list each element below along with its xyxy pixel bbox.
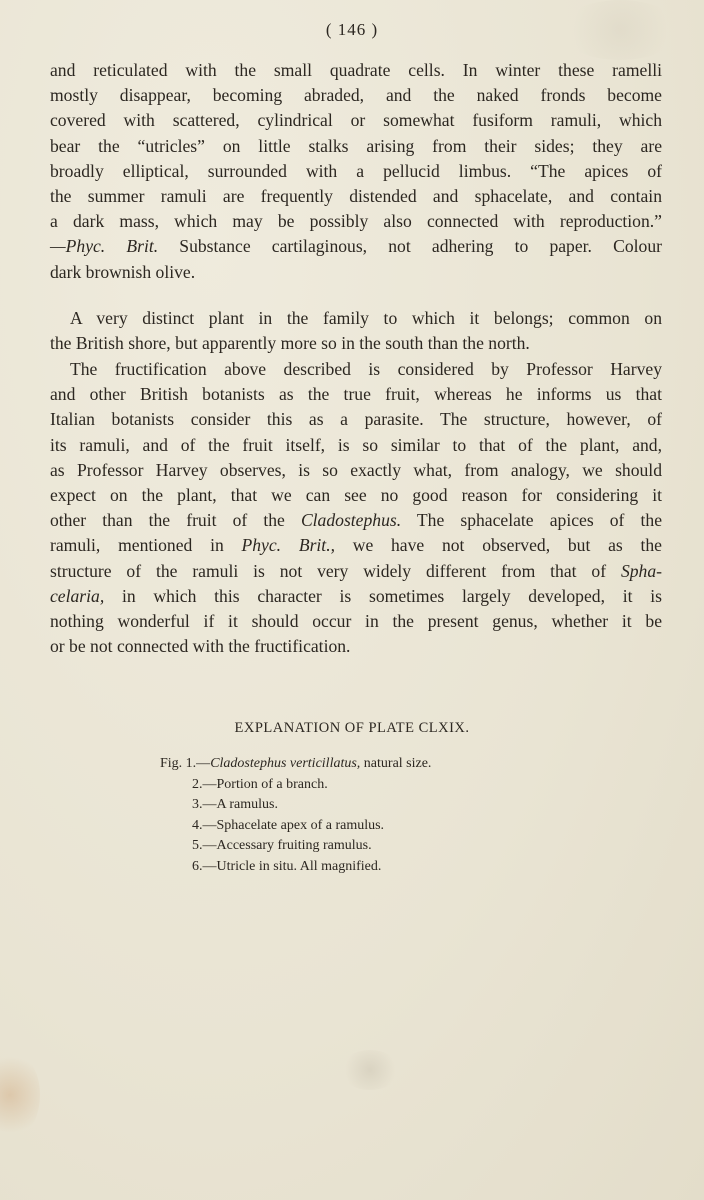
text-line: covered with scattered, cylindrical or somewhat fusiform ramuli, which	[50, 110, 662, 131]
species-italic: Cladostephus verticillatus,	[210, 756, 361, 771]
figure-prefix: 3.—	[192, 797, 217, 812]
figure-text: natural size.	[360, 756, 432, 771]
figure-prefix: Fig. 1.—	[160, 756, 211, 771]
figure-text: Sphacelate apex of a ramulus.	[216, 817, 385, 833]
text-run: The sphacelate apices of the	[401, 510, 663, 531]
figure-prefix: 5.—	[192, 838, 217, 853]
genus-italic: Spha-	[620, 560, 662, 581]
text-line: the summer ramuli are frequently distended and sphacelate, and contain	[50, 186, 662, 207]
figure-text: A ramulus.	[216, 797, 278, 812]
text-line: its ramuli, and of the fruit itself, is so similar to that of the plant, and,	[50, 434, 662, 455]
page-number: ( 146 )	[325, 20, 379, 39]
text-line	[50, 234, 662, 259]
text-line: and reticulated with the small quadrate cells. In winter these ramelli	[50, 60, 662, 80]
paragraph-2	[50, 306, 662, 356]
text-line	[50, 533, 662, 558]
figure-prefix: 6.—	[192, 858, 217, 874]
text-line: as Professor Harvey observes, is so exactly what, from analogy, we should	[50, 459, 662, 480]
text-run: structure of the ramuli is not very widely different from that of	[50, 560, 621, 581]
text-line: nothing wonderful if it should occur in the present genus, whether it be	[50, 611, 662, 632]
figure-item	[160, 795, 431, 816]
figure-text: Utricle in situ. All magnified.	[216, 858, 382, 874]
figure-prefix: 4.—	[192, 817, 217, 833]
genus-italic: Cladostephus.	[300, 510, 402, 531]
text-line	[50, 559, 662, 584]
plate-explanation-heading: EXPLANATION OF PLATE CLXIX.	[234, 720, 470, 736]
paper-stain	[0, 1050, 40, 1140]
text-run: Substance cartilaginous, not adhering to paper. Colour	[158, 236, 662, 257]
text-line	[50, 508, 662, 533]
figure-list	[160, 754, 431, 877]
figure-item	[160, 754, 431, 775]
text-line	[50, 584, 662, 609]
paragraph-3	[50, 357, 662, 659]
genus-italic: celaria,	[50, 585, 105, 606]
text-line: a dark mass, which may be possibly also connected with reproduction.”	[50, 211, 662, 232]
text-run: we have not observed, but as the	[335, 535, 662, 556]
figure-text: Portion of a branch.	[216, 776, 328, 792]
figure-item	[160, 816, 431, 837]
figure-prefix: 2.—	[192, 776, 217, 792]
figure-text: Accessary fruiting ramulus.	[216, 838, 372, 853]
citation-italic: —Phyc. Brit.	[50, 236, 159, 257]
text-line: bear the “utricles” on little stalks arising from their sides; they are	[50, 135, 662, 156]
paper-stain	[340, 1050, 400, 1090]
text-line: dark brownish olive.	[50, 261, 196, 282]
figure-item	[160, 857, 431, 878]
paragraph-1	[50, 58, 662, 285]
text-line: and other British botanists as the true fruit, whereas he informs us that	[50, 384, 662, 405]
text-run: in which this character is sometimes largely developed, it is	[104, 585, 662, 606]
text-line: Italian botanists consider this as a parasite. The structure, however, of	[50, 409, 662, 430]
text-run: ramuli, mentioned in	[50, 535, 242, 556]
text-line: mostly disappear, becoming abraded, and the naked fronds become	[50, 85, 662, 106]
figure-item	[160, 836, 431, 857]
text-line: The fructification above described is considered by Professor Harvey	[70, 359, 662, 379]
citation-italic: Phyc. Brit.,	[241, 535, 335, 556]
text-line: broadly elliptical, surrounded with a pellucid limbus. “The apices of	[50, 160, 662, 181]
text-line: expect on the plant, that we can see no good reason for considering it	[50, 485, 662, 506]
text-line: A very distinct plant in the family to which it belongs; common on	[70, 308, 662, 328]
text-run: other than the fruit of the	[50, 510, 301, 531]
figure-item	[160, 775, 431, 796]
text-line: or be not connected with the fructification.	[50, 636, 351, 657]
text-line: the British shore, but apparently more so in the south than the north.	[50, 333, 530, 354]
